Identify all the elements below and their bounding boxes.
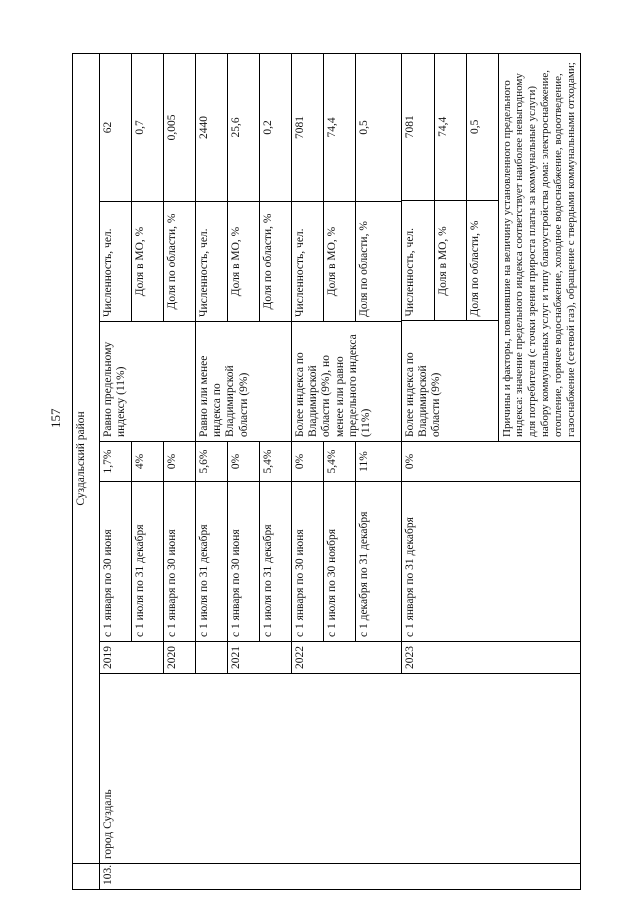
- year-cell: 2019: [100, 642, 164, 674]
- percent-cell: 0%: [292, 442, 324, 482]
- percent-cell: 4%: [132, 442, 164, 482]
- metric-label: Доля по области, %: [356, 202, 402, 322]
- year-cell: 2020: [164, 642, 196, 674]
- metric-value: 7081: [402, 53, 434, 201]
- period-cell: с 1 июля по 31 декабря: [260, 482, 292, 642]
- period-cell: с 1 июля по 30 ноября: [324, 482, 356, 642]
- category-cell: Более индекса по Владимирской области (9%), но менее или равно предельного индекса (11%): [292, 322, 402, 442]
- percent-cell: 0%: [402, 442, 581, 482]
- metric-value: 25,6: [228, 53, 260, 201]
- metric-label: Численность, чел.: [100, 202, 132, 322]
- metric-label: Численность, чел.: [196, 202, 228, 322]
- period-cell: с 1 января по 30 июня: [100, 482, 132, 642]
- metric-value: 2440: [196, 53, 228, 201]
- period-cell: с 1 июля по 31 декабря: [132, 482, 164, 642]
- period-cell: с 1 января по 31 декабря: [402, 482, 581, 642]
- metric-value: 74,4: [434, 53, 466, 201]
- metric-label: Доля по области, %: [260, 202, 292, 322]
- period-cell: с 1 июля по 31 декабря: [196, 482, 228, 642]
- period-cell: с 1 января по 30 июня: [164, 482, 196, 642]
- metric-label: Доля в МО, %: [228, 202, 260, 322]
- year-cell: 2023: [402, 642, 581, 674]
- metric-value: 0,2: [260, 53, 292, 201]
- metric-label: Численность, чел.: [292, 202, 324, 322]
- year-cell: 2021: [228, 642, 292, 674]
- metric-value: 0,005: [164, 53, 196, 201]
- percent-cell: 0%: [164, 442, 196, 482]
- percent-cell: 5,4%: [324, 442, 356, 482]
- metric-value: 74,4: [324, 53, 356, 201]
- period-cell: с 1 января по 30 июня: [292, 482, 324, 642]
- percent-cell: 11%: [356, 442, 402, 482]
- factors-text: Причины и факторы, повлиявшие на величину установленного предельного индекса: значение предельного индекса соответствует наиболее невыгодному для потребителя (с точки зрения прироста платы за коммунальные услуги) набору коммунальных услуг и типу благоустройства дома: электроснабжение, отопление, горячее водоснабжение, холодное водоснабжение, водоотведение, газоснабжение (сетевой газ), обращение с твердыми коммунальными отходами;: [500, 62, 578, 437]
- metric-value: 7081: [292, 53, 324, 201]
- metric-label: Доля в МО, %: [324, 202, 356, 322]
- metric-value: 0,5: [466, 53, 498, 201]
- entry-number: 103.: [100, 864, 581, 890]
- percent-cell: 5,4%: [260, 442, 292, 482]
- category-cell: Равно или менее индекса по Владимирской области (9%): [196, 322, 292, 442]
- category-cell: Равно предельному индексу (11%): [100, 322, 196, 442]
- percent-cell: 5,6%: [196, 442, 228, 482]
- empty-year-cell: [196, 642, 228, 674]
- period-cell: с 1 декабря по 31 декабря: [356, 482, 402, 642]
- year-cell: 2022: [292, 642, 402, 674]
- district-header: Суздальский район: [73, 53, 100, 863]
- metric-label: Доля в МО, %: [434, 201, 466, 321]
- percent-cell: 1,7%: [100, 442, 132, 482]
- municipality-name: город Суздаль: [100, 674, 581, 864]
- metric-label: Доля по области, %: [164, 202, 196, 322]
- metric-label: Численность, чел.: [402, 201, 434, 321]
- metric-value: 0,7: [132, 53, 164, 201]
- page-number: 157: [48, 408, 63, 428]
- metric-value: 62: [100, 53, 132, 201]
- period-cell: с 1 января по 30 июня: [228, 482, 260, 642]
- metric-value: 0,5: [356, 53, 402, 201]
- metric-label: Доля в МО, %: [132, 202, 164, 322]
- metric-label: Доля по области, %: [466, 201, 498, 321]
- category-cell: Более индекса по Владимирской области (9%): [402, 321, 498, 441]
- rotated-document-sheet: [72, 54, 592, 890]
- percent-cell: 0%: [228, 442, 260, 482]
- index-table: [72, 53, 581, 890]
